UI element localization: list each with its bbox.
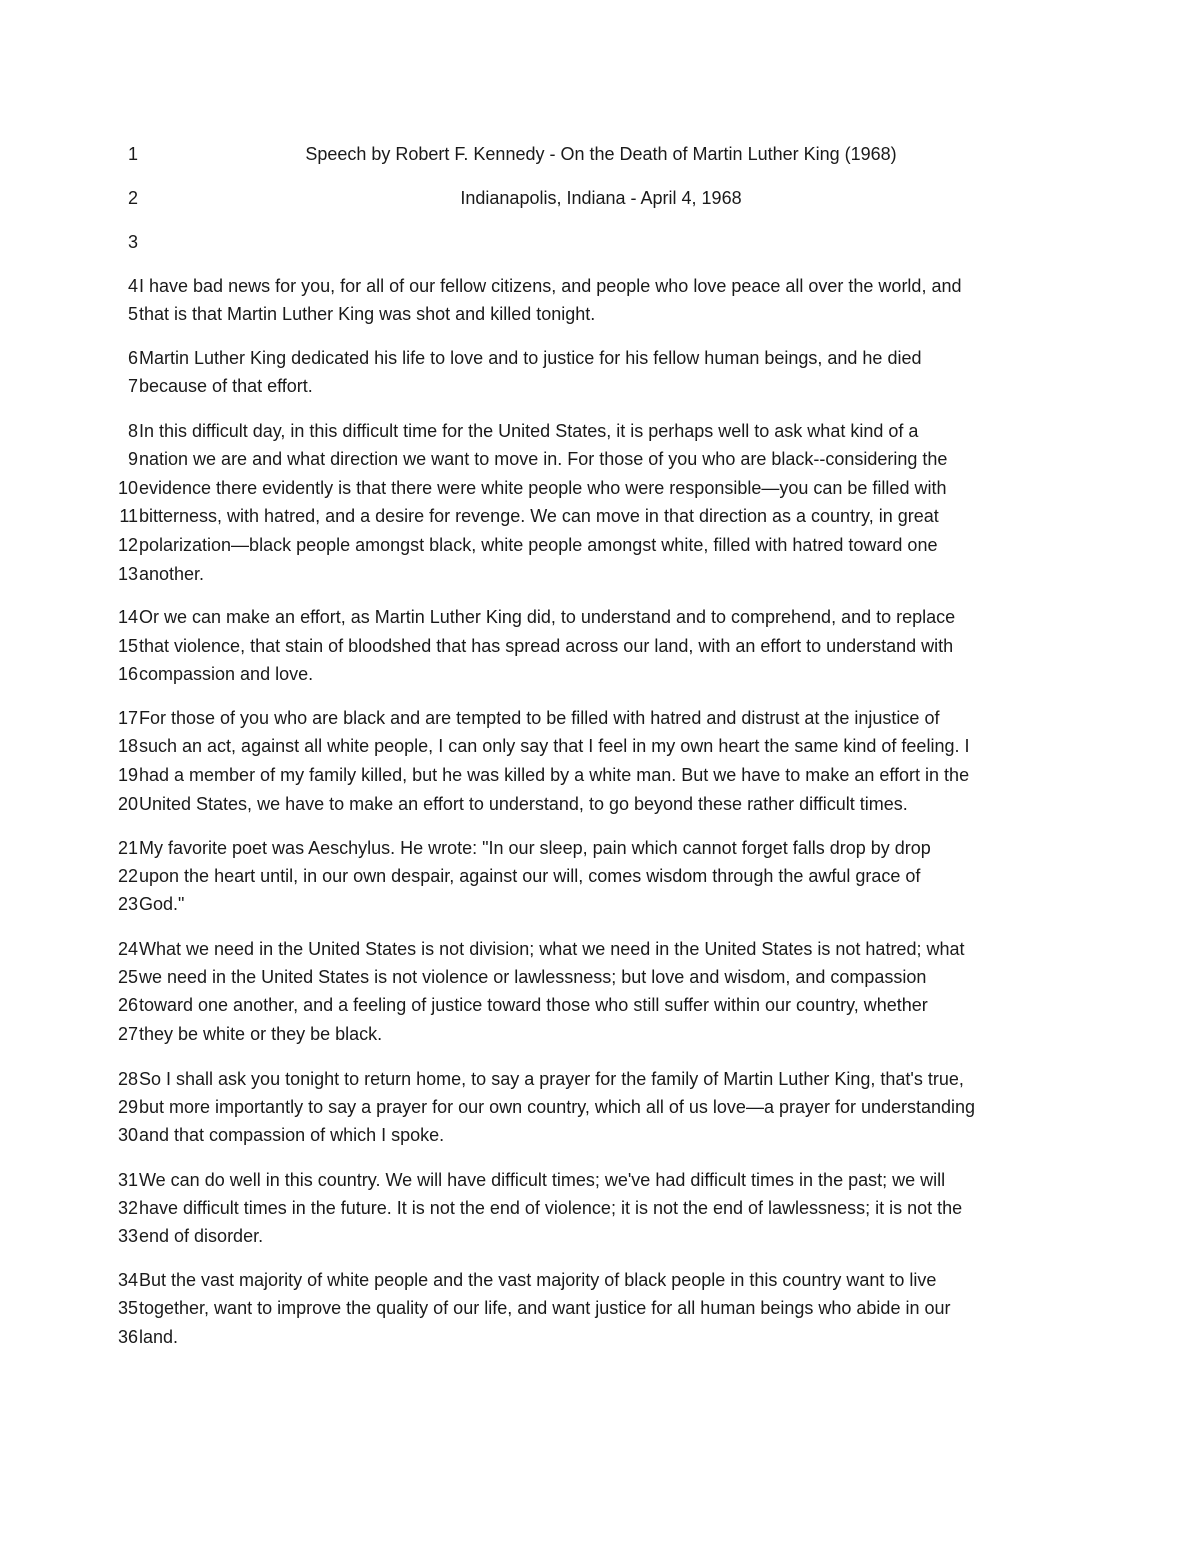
text-line (0, 834, 1200, 862)
line-number: 21 (117, 838, 138, 858)
line-text: they be white or they be black. (139, 1024, 383, 1044)
document-title: Speech by Robert F. Kennedy - On the Death of Martin Luther King (1968) (305, 144, 897, 164)
line-text: that is that Martin Luther King was shot and killed tonight. (139, 304, 596, 324)
text-line (0, 1323, 1200, 1351)
line-number: 32 (117, 1198, 138, 1218)
line-number: 12 (117, 535, 138, 555)
text-line (0, 1065, 1200, 1093)
line-text: toward one another, and a feeling of justice toward those who still suffer within our country, whether (139, 995, 928, 1015)
line-number: 14 (117, 607, 138, 627)
line-number: 22 (117, 866, 138, 886)
line-number: 31 (117, 1170, 138, 1190)
text-line (0, 1166, 1200, 1194)
line-number: 8 (127, 421, 138, 441)
text-line (0, 474, 1200, 502)
text-line (0, 1093, 1200, 1121)
text-line (0, 935, 1200, 963)
document-subtitle: Indianapolis, Indiana - April 4, 1968 (460, 188, 742, 208)
line-number: 6 (127, 348, 138, 368)
text-line (0, 1266, 1200, 1294)
line-text: we need in the United States is not violence or lawlessness; but love and wisdom, and compassion (139, 967, 927, 987)
text-line (0, 417, 1200, 445)
text-line (0, 963, 1200, 991)
line-number: 13 (117, 564, 138, 584)
text-line (0, 445, 1200, 473)
line-number: 28 (117, 1069, 138, 1089)
text-line (0, 991, 1200, 1019)
line-number: 11 (119, 506, 138, 526)
line-number: 3 (127, 232, 138, 252)
line-number: 30 (117, 1125, 138, 1145)
line-number: 20 (117, 794, 138, 814)
line-text: In this difficult day, in this difficult time for the United States, it is perhaps well to ask what kind of a (139, 421, 919, 441)
line-number: 16 (117, 664, 138, 684)
line-number: 4 (127, 276, 138, 296)
text-line (0, 1121, 1200, 1149)
line-number: 10 (117, 478, 138, 498)
line-text: I have bad news for you, for all of our fellow citizens, and people who love peace all over the world, and (139, 276, 962, 296)
line-text: upon the heart until, in our own despair, against our will, comes wisdom through the awful grace of (139, 866, 921, 886)
text-line (0, 1194, 1200, 1222)
line-text: but more importantly to say a prayer for our own country, which all of us love—a prayer for understanding (139, 1097, 976, 1117)
line-text: because of that effort. (139, 376, 313, 396)
text-line (0, 603, 1200, 631)
line-number: 1 (127, 144, 138, 164)
text-line (0, 632, 1200, 660)
line-text: polarization—black people amongst black, white people amongst white, filled with hatred toward one (139, 535, 938, 555)
text-line (0, 704, 1200, 732)
line-text: another. (139, 564, 205, 584)
line-text: bitterness, with hatred, and a desire for revenge. We can move in that direction as a country, in great (139, 506, 939, 526)
line-text: For those of you who are black and are tempted to be filled with hatred and distrust at the injustice of (139, 708, 940, 728)
text-line (0, 732, 1200, 760)
text-line (0, 1294, 1200, 1322)
line-text: Or we can make an effort, as Martin Luther King did, to understand and to comprehend, and to replace (139, 607, 956, 627)
line-number: 15 (117, 636, 138, 656)
line-text: My favorite poet was Aeschylus. He wrote: "In our sleep, pain which cannot forget falls drop by drop (139, 838, 931, 858)
line-number: 25 (117, 967, 138, 987)
line-text: that violence, that stain of bloodshed that has spread across our land, with an effort to understand with (139, 636, 954, 656)
line-text: had a member of my family killed, but he was killed by a white man. But we have to make an effort in the (139, 765, 970, 785)
text-line (0, 1020, 1200, 1048)
text-line (0, 1222, 1200, 1250)
line-text: land. (139, 1327, 179, 1347)
line-text: end of disorder. (139, 1226, 264, 1246)
line-number: 29 (117, 1097, 138, 1117)
text-line (0, 761, 1200, 789)
text-line (0, 890, 1200, 918)
blank-line (0, 228, 1200, 256)
line-number: 27 (117, 1024, 138, 1044)
line-text: have difficult times in the future. It is not the end of violence; it is not the end of lawlessness; it is not the (139, 1198, 963, 1218)
line-number: 17 (117, 708, 138, 728)
line-number: 35 (117, 1298, 138, 1318)
line-text: and that compassion of which I spoke. (139, 1125, 445, 1145)
text-line (0, 300, 1200, 328)
text-line (0, 372, 1200, 400)
text-line (0, 660, 1200, 688)
text-line (0, 344, 1200, 372)
line-number: 26 (117, 995, 138, 1015)
line-text: So I shall ask you tonight to return home, to say a prayer for the family of Martin Luther King, that's true, (139, 1069, 964, 1089)
line-text: compassion and love. (139, 664, 314, 684)
line-number: 24 (117, 939, 138, 959)
line-number: 23 (117, 894, 138, 914)
text-line (0, 560, 1200, 588)
text-line (0, 531, 1200, 559)
line-text: nation we are and what direction we want to move in. For those of you who are black--considering the (139, 449, 948, 469)
line-text: But the vast majority of white people and the vast majority of black people in this country want to live (139, 1270, 937, 1290)
line-number: 9 (127, 449, 138, 469)
line-number: 18 (117, 736, 138, 756)
line-number: 33 (117, 1226, 138, 1246)
line-number: 36 (117, 1327, 138, 1347)
text-line (0, 502, 1200, 530)
line-text: United States, we have to make an effort to understand, to go beyond these rather difficult times. (139, 794, 908, 814)
line-text: We can do well in this country. We will have difficult times; we've had difficult times in the past; we will (139, 1170, 946, 1190)
line-text: Martin Luther King dedicated his life to love and to justice for his fellow human beings, and he died (139, 348, 922, 368)
text-line (0, 272, 1200, 300)
line-text: together, want to improve the quality of our life, and want justice for all human beings who abide in our (139, 1298, 951, 1318)
text-line (0, 790, 1200, 818)
line-number: 7 (127, 376, 138, 396)
line-number: 19 (117, 765, 138, 785)
line-number: 34 (117, 1270, 138, 1290)
text-line (0, 862, 1200, 890)
line-text: What we need in the United States is not division; what we need in the United States is not hatred; what (139, 939, 965, 959)
line-text: God." (139, 894, 185, 914)
line-number: 2 (127, 188, 138, 208)
line-number: 5 (127, 304, 138, 324)
line-text: evidence there evidently is that there were white people who were responsible—you can be filled with (139, 478, 947, 498)
document-title-line (0, 140, 1200, 168)
document-subtitle-line (0, 184, 1200, 212)
line-text: such an act, against all white people, I can only say that I feel in my own heart the same kind of feeling. I (139, 736, 970, 756)
